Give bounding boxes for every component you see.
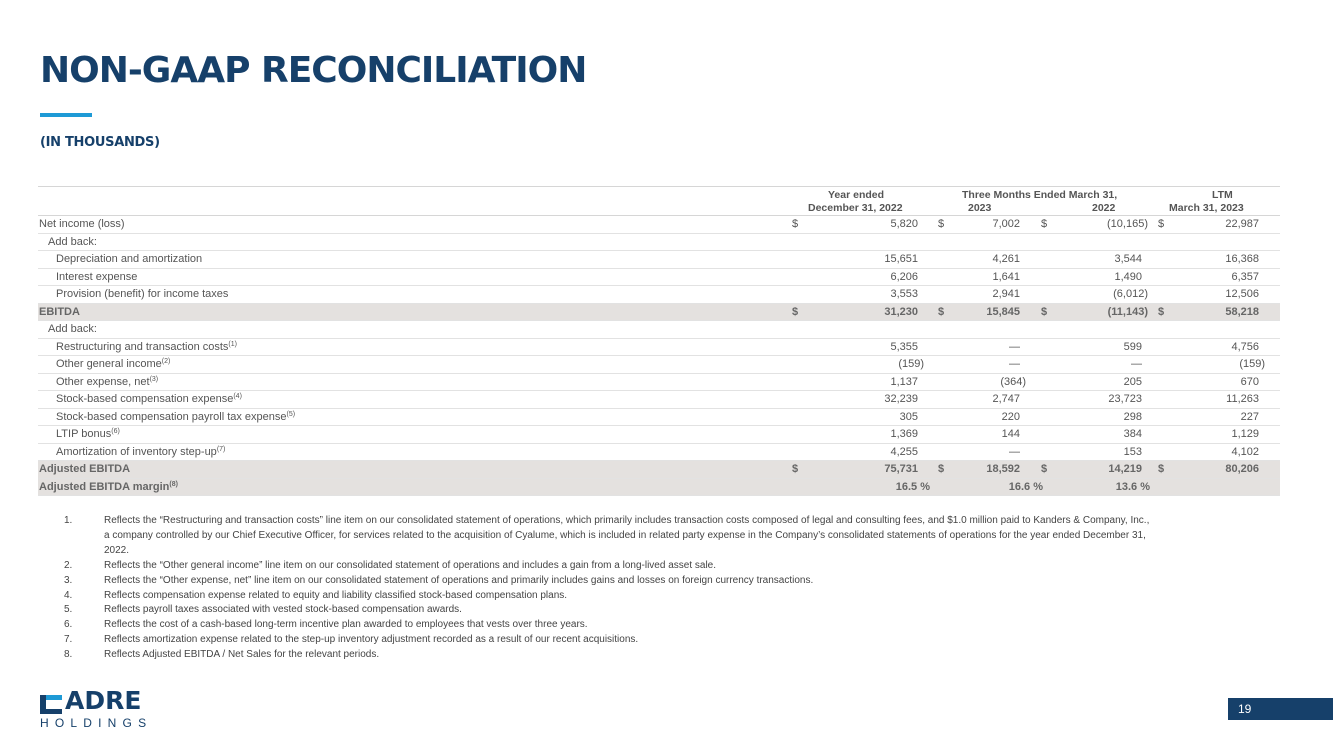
dollar-sign: $ xyxy=(938,218,945,230)
row-label: Net income (loss) xyxy=(39,218,125,230)
table-row xyxy=(38,374,1280,392)
cell-ltm: 227 xyxy=(1240,410,1259,423)
header-ltm: LTM xyxy=(1212,189,1233,201)
cell-q1-2023: 15,845 xyxy=(986,305,1020,318)
cell-q1-2022: 1,490 xyxy=(1114,270,1142,283)
cell-ltm: 80,206 xyxy=(1225,463,1259,475)
row-label: Stock-based compensation expense$^{(4)}$ xyxy=(56,393,242,405)
page-title: NON-GAAP RECONCILIATION xyxy=(40,50,587,91)
cell-q1-2022: — xyxy=(1131,358,1142,370)
page-number: 19 xyxy=(1228,698,1333,720)
header-2023: 2023 xyxy=(968,202,992,214)
reconciliation-table xyxy=(38,186,1280,496)
cell-fy2022: 75,731 xyxy=(884,463,918,475)
cell-fy2022: 32,239 xyxy=(884,393,918,405)
table-row xyxy=(38,216,1280,234)
row-label: Adjusted EBITDA xyxy=(39,463,131,475)
cell-ltm: (159) xyxy=(1239,358,1265,370)
row-label: Add back: xyxy=(48,235,97,248)
header-year-ended: Year ended xyxy=(828,189,885,201)
cell-q1-2023: 2,747 xyxy=(992,393,1020,405)
cell-q1-2023: — xyxy=(1009,340,1020,353)
cell-q1-2023: 220 xyxy=(1001,410,1020,423)
cell-q1-2022: 205 xyxy=(1123,375,1142,388)
row-label: Depreciation and amortization xyxy=(56,253,203,265)
row-label: Interest expense xyxy=(56,270,138,283)
cell-q1-2022: 153 xyxy=(1123,445,1142,458)
cell-fy2022: 3,553 xyxy=(890,288,918,300)
row-label: LTIP bonus$^{(6)}$ xyxy=(56,428,120,440)
cell-ltm: 4,102 xyxy=(1231,445,1259,458)
table-row-adjusted-ebitda xyxy=(38,461,1280,479)
row-label: Stock-based compensation payroll tax expense$^{(5)}$ xyxy=(56,410,296,423)
row-label: Provision (benefit) for income taxes xyxy=(56,288,229,300)
footnote-item: 5. Reflects payroll taxes associated with vested stock-based compensation awards. xyxy=(64,604,462,616)
footnotes xyxy=(64,514,1154,663)
dollar-sign: $ xyxy=(792,463,799,475)
cadre-c-mark-icon xyxy=(40,692,62,714)
cell-q1-2022: (11,143) xyxy=(1107,305,1148,318)
table-row-adjusted-ebitda-margin xyxy=(38,479,1280,497)
cell-fy2022: (159) xyxy=(898,358,924,370)
cell-q1-2022: 384 xyxy=(1123,428,1142,440)
cell-q1-2023: — xyxy=(1009,358,1020,370)
cell-q1-2023: 2,941 xyxy=(992,288,1020,300)
cell-fy2022: 5,355 xyxy=(890,340,918,353)
cell-ltm: 12,506 xyxy=(1225,288,1259,300)
header-march-2023: March 31, 2023 xyxy=(1169,202,1244,214)
cell-q1-2023: 4,261 xyxy=(992,253,1020,265)
footnote-item: 1. Reflects the “Restructuring and transaction costs” line item on our consolidated statement of operations, which primarily includes transaction costs composed of legal and consulting fees, and $1.0 million paid to Kanders & Company, Inc., a company controlled by our Chief Executive Officer, for services related to the acquisition of Cyalume, which is included in related party expense in the Company’s consolidated statements of operations for the year ended December 31, 2022. xyxy=(64,515,1150,556)
row-label: Add back: xyxy=(48,323,97,335)
cell-ltm: 58,218 xyxy=(1225,305,1259,318)
cell-fy2022: 1,137 xyxy=(890,375,918,388)
table-header xyxy=(38,187,1280,216)
table-row xyxy=(38,286,1280,304)
dollar-sign: $ xyxy=(792,218,799,230)
footnote-item: 7. Reflects amortization expense related to the step-up inventory adjustment recorded as a result of our recent acquisitions. xyxy=(64,634,639,646)
row-label: Other expense, net$^{(3)}$ xyxy=(56,375,159,388)
cell-fy2022: 16.5 % xyxy=(895,480,930,493)
cell-q1-2023: — xyxy=(1009,445,1020,458)
dollar-sign: $ xyxy=(1158,305,1165,318)
cell-q1-2023: 1,641 xyxy=(992,270,1020,283)
cell-q1-2022: (10,165) xyxy=(1107,218,1148,230)
cell-q1-2022: 298 xyxy=(1123,410,1142,423)
cell-q1-2023: 144 xyxy=(1001,428,1020,440)
cell-q1-2022: 14,219 xyxy=(1108,463,1142,475)
cell-ltm: 6,357 xyxy=(1231,270,1259,283)
table-row xyxy=(38,444,1280,462)
dollar-sign: $ xyxy=(1041,305,1048,318)
cell-q1-2023: 18,592 xyxy=(986,463,1020,475)
cell-q1-2022: 599 xyxy=(1123,340,1142,353)
table-row xyxy=(38,234,1280,252)
table-row xyxy=(38,321,1280,339)
row-label: Amortization of inventory step-$up^{(7)}$ xyxy=(56,445,226,458)
cell-q1-2022: 3,544 xyxy=(1114,253,1142,265)
dollar-sign: $ xyxy=(1158,218,1165,230)
title-accent-bar xyxy=(40,113,92,117)
footnote-item: 4. Reflects compensation expense related to equity and liability classified stock-based compensation plans. xyxy=(64,589,568,601)
cell-q1-2023: (364) xyxy=(1000,375,1026,388)
header-december-2022: December 31, 2022 xyxy=(808,202,903,214)
row-label: Adjusted EBITDA margin$^{(8)}$ xyxy=(39,480,178,493)
logo-wordmark: ADRE xyxy=(65,686,142,715)
table-row xyxy=(38,339,1280,357)
cell-ltm: 1,129 xyxy=(1231,428,1259,440)
dollar-sign: $ xyxy=(938,463,945,475)
row-label: Other general income$^{(2)}$ xyxy=(56,358,171,370)
page-subtitle: (IN THOUSANDS) xyxy=(40,135,160,150)
cell-fy2022: 305 xyxy=(899,410,918,423)
cell-ltm: 11,263 xyxy=(1226,393,1259,405)
table-row xyxy=(38,356,1280,374)
row-label: EBITDA xyxy=(39,305,80,318)
dollar-sign: $ xyxy=(938,305,945,318)
header-2022: 2022 xyxy=(1092,202,1116,214)
cell-fy2022: 15,651 xyxy=(884,253,918,265)
cell-ltm: 22,987 xyxy=(1225,218,1259,230)
header-three-months: Three Months Ended March 31, xyxy=(962,189,1118,201)
cell-fy2022: 1,369 xyxy=(890,428,918,440)
dollar-sign: $ xyxy=(1158,463,1165,475)
cell-q1-2022: 23,723 xyxy=(1108,393,1142,405)
footnote-item: 2. Reflects the “Other general income” line item on our consolidated statement of operations and includes a gain from a long-lived asset sale. xyxy=(64,559,717,571)
table-row xyxy=(38,269,1280,287)
cell-q1-2022: 13.6 % xyxy=(1115,480,1150,493)
table-row-ebitda xyxy=(38,304,1280,322)
dollar-sign: $ xyxy=(792,305,799,318)
cell-ltm: 4,756 xyxy=(1231,340,1259,353)
cell-q1-2022: (6,012) xyxy=(1113,288,1148,300)
table-row xyxy=(38,409,1280,427)
logo-holdings: HOLDINGS xyxy=(40,716,153,730)
cell-ltm: 670 xyxy=(1240,375,1259,388)
footnote-item: 6. Reflects the cost of a cash-based long-term incentive plan awarded to employees that vests over three years. xyxy=(64,619,588,631)
cell-fy2022: 6,206 xyxy=(890,270,918,283)
dollar-sign: $ xyxy=(1041,463,1048,475)
cadre-holdings-logo xyxy=(40,688,152,730)
cell-fy2022: 5,820 xyxy=(890,218,918,230)
row-label: Restructuring and transaction costs$^{(1)}$ xyxy=(56,340,237,353)
footnote-item: 8. Reflects Adjusted EBITDA / Net Sales for the relevant periods. xyxy=(64,649,380,661)
dollar-sign: $ xyxy=(1041,218,1048,230)
table-row xyxy=(38,391,1280,409)
cell-q1-2023: 7,002 xyxy=(992,218,1020,230)
cell-fy2022: 31,230 xyxy=(884,305,918,318)
cell-ltm: 16,368 xyxy=(1225,253,1259,265)
table-row xyxy=(38,251,1280,269)
cell-q1-2023: 16.6 % xyxy=(1008,480,1043,493)
table-row xyxy=(38,426,1280,444)
footnote-item: 3. Reflects the “Other expense, net” line item on our consolidated statement of operations and primarily includes gains and losses on foreign currency transactions. xyxy=(64,574,814,586)
cell-fy2022: 4,255 xyxy=(890,445,918,458)
